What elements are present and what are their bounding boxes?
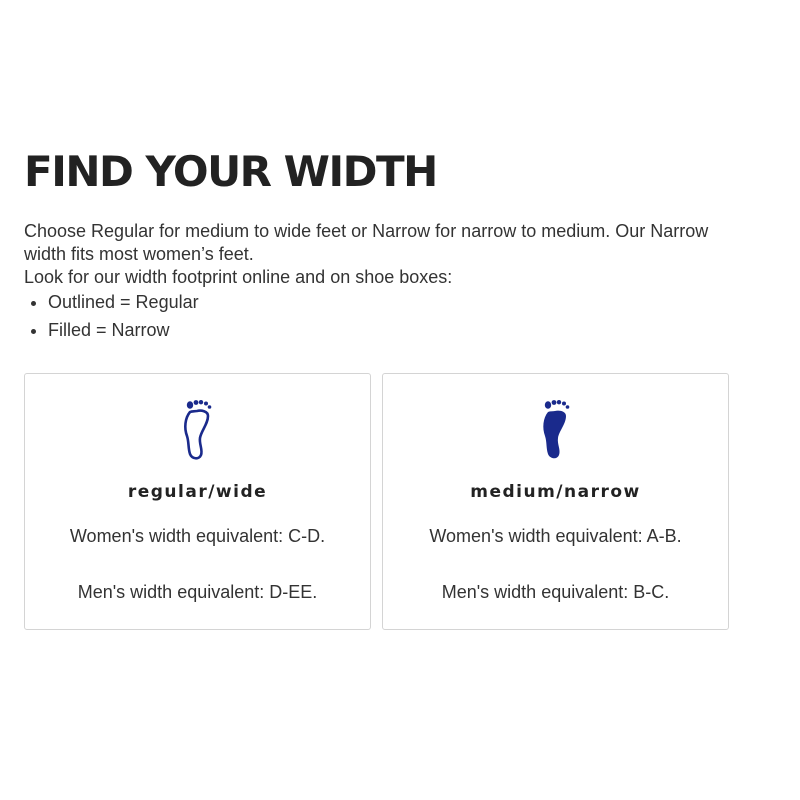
- men-width-equivalent: Men's width equivalent: D-EE.: [77, 582, 318, 602]
- men-width-equivalent: Men's width equivalent: B-C.: [441, 582, 670, 602]
- card-medium-narrow: [382, 373, 729, 630]
- legend-item-outlined: • Outlined = Regular: [48, 291, 744, 314]
- women-width-equivalent: Women's width equivalent: A-B.: [429, 526, 682, 546]
- women-width-equivalent: Women's width equivalent: C-D.: [69, 526, 326, 546]
- page-title: FIND YOUR WIDTH: [24, 147, 437, 196]
- intro-line-1: Choose Regular for medium to wide feet or Narrow for narrow to medium. Our Narrow width fits most women’s feet.: [24, 221, 709, 264]
- intro-text: [24, 220, 744, 342]
- width-guide: [24, 147, 744, 602]
- legend-list: [24, 291, 744, 342]
- intro-line-2: Look for our width footprint online and on shoe boxes:: [24, 267, 453, 287]
- width-cards: [24, 373, 729, 630]
- legend-item-filled: • Filled = Narrow: [48, 319, 744, 342]
- card-title: regular/wide: [127, 482, 268, 502]
- outlined-footprint-icon: [181, 398, 215, 462]
- card-regular-wide: [24, 373, 371, 630]
- card-title: medium/narrow: [470, 482, 641, 502]
- filled-footprint-icon: [539, 398, 573, 462]
